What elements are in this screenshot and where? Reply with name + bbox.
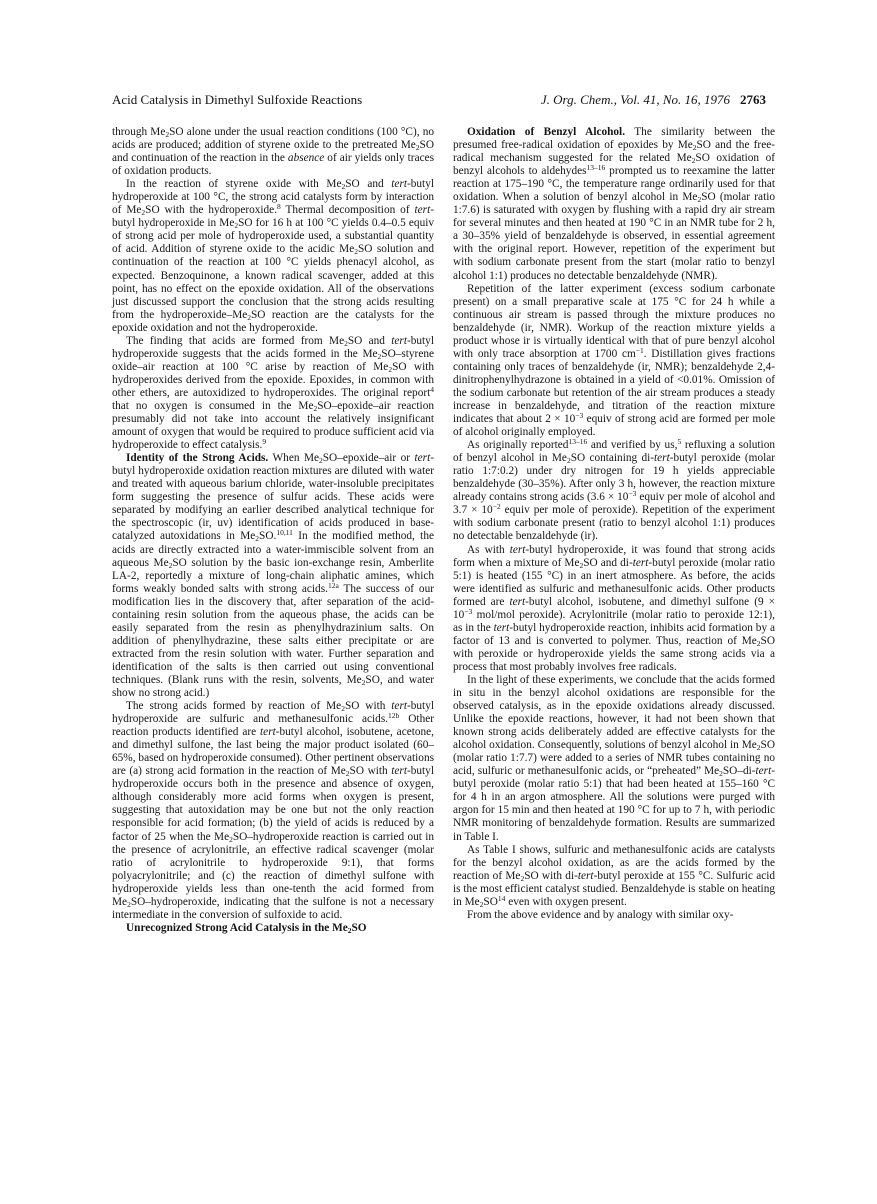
- paragraph: Oxidation of Benzyl Alcohol. The similarity between the presumed free-radical oxidation of epoxides by $Me_2SO$ and the free-radical mechanism suggested for the related $Me_2SO$ oxidation of benzyl alcohols to aldehydes$^{13-16}$ prompted us to reexamine the latter reaction at 175–190 °C, the temperature range ordinarily used for that oxidation. When a solution of benzyl alcohol in $Me_2SO$ (molar ratio 1:7.6) is saturated with oxygen by flushing with a rapid dry air stream for several minutes and then heated at 190 °C in an NMR tube for 2 h, a 30–35% yield of benzaldehyde is observed, in essential agreement with the original report. However, repetition of the experiment but with sodium carbonate present from the start (molar ratio to benzyl alcohol 1:1) produces no detectable benzaldehyde (NMR).: [453, 126, 775, 282]
- journal-name: J. Org. Chem., Vol. 41, No. 16, 1976: [540, 92, 730, 107]
- paragraph: Identity of the Strong Acids. When $Me_2SO-epoxide$–air or tert-butyl hydroperoxide oxidation reaction mixtures are diluted with water and treated with aqueous barium chloride, water-insoluble precipitates form suggesting the presence of sulfur acids. These acids were separated by modifying an earlier described analytical technique for the spectroscopic (ir, uv) identification of acids produced in base-catalyzed autoxidations in $Me_2SO.^{10,11}$ In the modified method, the acids are directly extracted into a water-immiscible solvent from an aqueous $Me_2SO$ solution by the basic ion-exchange resin, Amberlite LA-2, reportedly a mixture of long-chain aliphatic amines, which forms weakly bonded salts with strong acids.$^{12a}$ The success of our modification lies in the discovery that, after separation of the acid-containing resin solution from the aqueous phase, the acids can be easily separated from the resin as phenylhydrazinium salts. On addition of phenylhydrazine, these salts either precipitate or are extracted from the resin solution with water. Further separation and identification of the salts is then carried out using conventional techniques. (Blank runs with the resin, solvents, $Me_2SO$, and water show no strong acid.): [112, 452, 435, 700]
- paragraph: through $Me_2SO$ alone under the usual reaction conditions (100 °C), no acids are produced; addition of styrene oxide to the pretreated $Me_2SO$ and continuation of the reaction in the absence of air yields only traces of oxidation products.: [112, 126, 435, 178]
- paragraph: In the light of these experiments, we conclude that the acids formed in situ in the benzyl alcohol oxidations are responsible for the observed catalysis, as in the epoxide oxidations already discussed. Unlike the epoxide reactions, however, it had not been shown that known strong acids deliberately added are effective catalysts for the alcohol oxidation. Consequently, solutions of benzyl alcohol in $Me_2SO$ (molar ratio 1:7.7) were added to a series of NMR tubes containing no acid, sulfuric or methanesulfonic acids, or “preheated” $Me_2SO-di-tert$-butyl peroxide (molar ratio 5:1) that had been heated at 155–160 °C for 4 h in an argon atmosphere. All the solutions were purged with argon for 15 min and then heated at 190 °C for up to 7 h, with periodic NMR monitoring of benzaldehyde formation. Results are summarized in Table I.: [453, 673, 775, 843]
- paragraph: The strong acids formed by reaction of $Me_2SO$ with tert-butyl hydroperoxide are sulfuric and methanesulfonic acids.$^{12b}$ Other reaction products identified are tert-butyl alcohol, isobutene, acetone, and dimethyl sulfone, the last being the major product isolated (60–65%, based on hydroperoxide consumed). Other pertinent observations are (a) strong acid formation in the reaction of $Me_2SO$ with tert-butyl hydroperoxide occurs both in the presence and absence of oxygen, although considerably more acid forms when oxygen is present, suggesting that autoxidation may be one but not the only reaction responsible for acid formation; (b) the yield of acids is reduced by a factor of 25 when the $Me_2SO$–hydroperoxide reaction is carried out in the presence of acrylonitrile, an effective radical scavenger (molar ratio of acrylonitrile to hydroperoxide 9:1), that forms polyacrylonitrile; and (c) the reaction of dimethyl sulfone with hydroperoxide yields less than one-tenth the acid formed from $Me_2SO$–hydroperoxide, indicating that the sulfone is not a necessary intermediate in the conversion of sulfoxide to acid.: [112, 700, 435, 921]
- right-text-column: [453, 126, 775, 922]
- journal-citation: [541, 92, 766, 108]
- paragraph: Unrecognized Strong Acid Catalysis in the $Me_2SO$: [126, 921, 367, 935]
- paragraph: In the reaction of styrene oxide with $Me_2SO$ and tert-butyl hydroperoxide at 100 °C, the strong acid catalysts form by interaction of $Me_2SO$ with the hydroperoxide.$^8$ Thermal decomposition of tert-butyl hydroperoxide in $Me_2SO$ for 16 h at 100 °C yields 0.4–0.5 equiv of strong acid per mole of hydroperoxide used, a substantial quantity of acid. Addition of styrene oxide to the acidic $Me_2SO$ solution and continuation of the reaction at 100 °C yields phenacyl alcohol, as expected. Benzoquinone, a known radical scavenger, added at this point, has no effect on the epoxide oxidation. All of the observations just discussed support the conclusion that the strong acids resulting from the hydroperoxide–$Me_2SO$ reaction are the catalysts for the epoxide oxidation and not the hydroperoxide.: [112, 178, 434, 334]
- running-title: Acid Catalysis in Dimethyl Sulfoxide Reactions: [112, 92, 363, 107]
- running-header: [112, 92, 766, 112]
- paragraph: As with tert-butyl hydroperoxide, it was found that strong acids form when a mixture of $Me_2SO$ and di-tert-butyl peroxide (molar ratio 5:1) is heated (155 °C) in an inert atmosphere. As before, the acids were identified as sulfuric and methanesulfonic acids. Other products formed are tert-butyl alcohol, isobutene, and dimethyl sulfone ($9 \times 10^{-3}$ mol/mol peroxide). Acrylonitrile (molar ratio to peroxide 12:1), as in the tert-butyl hydroperoxide reaction, inhibits acid formation by a factor of 13 and is converted to polymer. Thus, reaction of $Me_2SO$ with peroxide or hydroperoxide yields the same strong acids via a process that most probably involves free radicals.: [453, 543, 776, 673]
- paragraph: Repetition of the latter experiment (excess sodium carbonate present) on a small preparative scale at 175 °C for 24 h while a continuous air stream is passed through the mixture produces no benzaldehyde (ir, NMR). Workup of the reaction mixture yields a product whose ir is virtually identical with that of pure benzyl alcohol with only trace absorption at 1700 $cm^{-1}$. Distillation gives fractions containing only traces of benzaldehyde (ir, NMR); benzaldehyde 2,4-dinitrophenylhydrazone is obtained in a yield of <0.01%. Omission of the sodium carbonate but retention of the air stream produces a steady increase in benzaldehyde, and titration of the reaction mixture indicates that about $2 \times 10^{-3}$ equiv of strong acid are formed per mole of alcohol originally employed.: [453, 282, 775, 439]
- paragraph: As originally reported$^{13-16}$ and verified by us,$^5$ refluxing a solution of benzyl alcohol in $Me_2SO$ containing di-tert-butyl peroxide (molar ratio 1:7:0.2) under dry nitrogen for 19 h yields appreciable benzaldehyde (30–35%). After only 3 h, however, the reaction mixture already contains strong acids ($3.6 \times 10^{-3}$ equiv per mole of alcohol and $3.7 \times 10^{-2}$ equiv per mole of peroxide). Repetition of the experiment with sodium carbonate present (ratio to benzyl alcohol 1:1) produces no detectable benzaldehyde (ir).: [453, 437, 776, 543]
- paragraph: The finding that acids are formed from $Me_2SO$ and tert-butyl hydroperoxide suggests that the acids formed in the $Me_2SO$–styrene oxide–air reaction at 100 °C arise by reaction of $Me_2SO$ with hydroperoxides derived from the epoxide. Epoxides, in common with other ethers, are autoxidized to hydroperoxides. The original report$^4$ that no oxygen is consumed in the $Me_2SO-epoxide$–air reaction presumably did not take into account the relatively insignificant amount of oxygen that would be required to produce sufficient acid via hydroperoxide to effect catalysis.$^9$: [112, 334, 434, 452]
- paragraph: As Table I shows, sulfuric and methanesulfonic acids are catalysts for the benzyl alcohol oxidation, as are the acids formed by the reaction of $Me_2SO$ with di-tert-butyl peroxide at 155 °C. Sulfuric acid is the most efficient catalyst studied. Benzaldehyde is stable on heating in $Me_2SO^{14}$ even with oxygen present.: [453, 843, 776, 909]
- page-number: 2763: [740, 92, 766, 107]
- left-text-column: [112, 126, 434, 935]
- paragraph: From the above evidence and by analogy with similar oxy-: [467, 908, 734, 921]
